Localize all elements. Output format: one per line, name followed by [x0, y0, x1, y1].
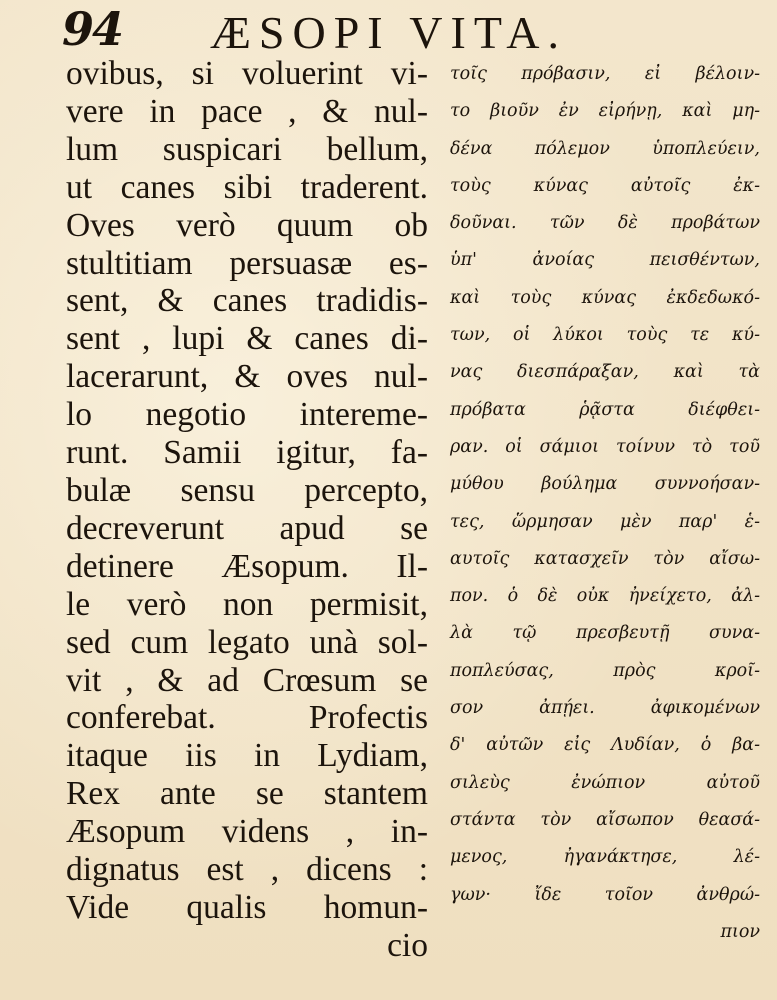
latin-line: conferebat. Profectis	[66, 699, 428, 737]
latin-line: itaque iis in Lydiam,	[66, 737, 428, 775]
latin-line: Vide qualis homun-	[66, 888, 428, 926]
latin-line: runt. Samii igitur, fa-	[66, 434, 428, 472]
latin-line: ovibus, si voluerint vi-	[66, 55, 428, 92]
greek-line: λὰ τῷ πρεσβευτῇ συνα-	[450, 623, 760, 644]
greek-line: το βιοῦν ἐν εἰρήνῃ, καὶ μη-	[450, 101, 760, 122]
greek-line: μενος, ἠγανάκτησε, λέ-	[450, 847, 760, 868]
greek-catchword: πιον	[720, 921, 760, 942]
greek-line: των, οἱ λύκοι τοὺς τε κύ-	[450, 325, 760, 346]
latin-line: lum suspicari bellum,	[66, 130, 428, 168]
latin-line: le verò non permisit,	[66, 585, 428, 623]
greek-line: τοὺς κύνας αὐτοῖς ἐκ-	[450, 175, 760, 196]
page-number: 94	[62, 2, 123, 56]
latin-line: Rex ante se stantem	[66, 775, 428, 813]
greek-line: δένα πόλεμον ὑποπλεύειν,	[450, 138, 760, 159]
latin-line: lacerarunt, & oves nul-	[66, 358, 428, 396]
greek-line: μύθου βούλημα συννοήσαν-	[450, 474, 760, 495]
running-title: ÆSOPI VITA.	[210, 7, 567, 58]
greek-line: καὶ τοὺς κύνας ἐκδεδωκό-	[450, 287, 760, 308]
greek-line: σον ἀπῄει. ἀφικομένων	[450, 698, 760, 719]
latin-catchword: cio	[387, 926, 428, 964]
latin-line: stultitiam persuasæ es-	[66, 244, 428, 282]
greek-text-column	[450, 56, 760, 951]
greek-line: τοῖς πρόβασιν, εἰ βέλοιν-	[450, 64, 760, 84]
latin-line: sent, & canes tradidis-	[66, 282, 428, 320]
latin-line: Æsopum videns , in-	[66, 813, 428, 851]
latin-line: sent , lupi & canes di-	[66, 320, 428, 358]
greek-line: αυτοῖς κατασχεῖν τὸν αἴσω-	[450, 548, 760, 569]
greek-line: δ' αὐτῶν εἰς Λυδίαν, ὁ βα-	[450, 735, 760, 756]
greek-line: ὑπ' ἀνοίας πεισθέντων,	[450, 250, 760, 271]
greek-line: τες, ὥρμησαν μὲν παρ' ἑ-	[450, 511, 760, 532]
latin-line: detinere Æsopum. Il-	[66, 547, 428, 585]
latin-line: bulæ sensu percepto,	[66, 471, 428, 509]
latin-line: vit , & ad Crœsum se	[66, 661, 428, 699]
greek-line: νας διεσπάραξαν, καὶ τὰ	[450, 362, 760, 383]
greek-line: στάντα τὸν αἴσωπον θεασά-	[450, 809, 760, 830]
greek-line: ραν. οἱ σάμιοι τοίνυν τὸ τοῦ	[450, 436, 760, 457]
greek-line: δοῦναι. τῶν δὲ προβάτων	[450, 213, 760, 234]
greek-line: πρόβατα ῥᾷστα διέφθει-	[450, 399, 760, 420]
greek-line: γων· ἴδε τοῖον ἀνθρώ-	[450, 884, 760, 905]
greek-line: σιλεὺς ἐνώπιον αὐτοῦ	[450, 772, 760, 793]
latin-line: vere in pace , & nul-	[66, 92, 428, 130]
latin-line: lo negotio intereme-	[66, 396, 428, 434]
latin-line: dignatus est , dicens :	[66, 851, 428, 889]
latin-line: ut canes sibi traderent.	[66, 168, 428, 206]
greek-line: ποπλεύσας, πρὸς κροῖ-	[450, 660, 760, 681]
latin-line: Oves verò quum ob	[66, 206, 428, 244]
latin-text-column	[66, 55, 428, 965]
latin-line: decreverunt apud se	[66, 509, 428, 547]
latin-line: sed cum legato unà sol-	[66, 623, 428, 661]
greek-line: πον. ὁ δὲ οὐκ ἠνείχετο, ἀλ-	[450, 586, 760, 607]
